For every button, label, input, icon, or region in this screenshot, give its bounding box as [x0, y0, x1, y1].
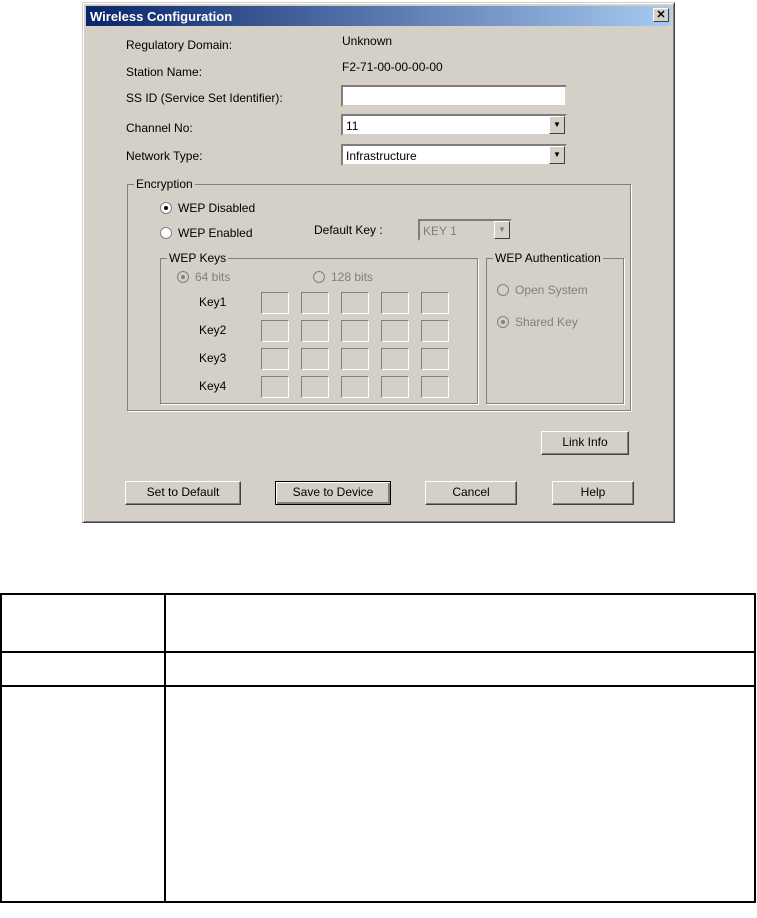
table-cell: [1, 686, 165, 902]
table-cell: [1, 594, 165, 652]
default-key-value: KEY 1: [423, 224, 457, 238]
table-cell: [165, 594, 755, 652]
wep-auth-title: WEP Authentication: [495, 251, 601, 265]
encryption-group: [127, 177, 631, 411]
key4-label: Key4: [199, 379, 227, 393]
key2-byte-input[interactable]: [261, 320, 289, 342]
key1-byte-input[interactable]: [341, 292, 369, 314]
key2-byte-input[interactable]: [421, 320, 449, 342]
wep-disabled-radio[interactable]: [160, 201, 255, 215]
regulatory-domain-label: Regulatory Domain:: [126, 38, 233, 52]
chevron-down-icon[interactable]: ▼: [549, 146, 565, 164]
open-system-radio[interactable]: [497, 283, 588, 297]
bits128-radio[interactable]: [313, 270, 373, 284]
table-row: [1, 594, 755, 652]
link-info-button[interactable]: Link Info: [541, 431, 629, 455]
key1-byte-input[interactable]: [301, 292, 329, 314]
key3-byte-input[interactable]: [341, 348, 369, 370]
shared-key-radio[interactable]: [497, 315, 578, 329]
key3-byte-input[interactable]: [301, 348, 329, 370]
radio-selected-icon: [177, 271, 189, 283]
key3-label: Key3: [199, 351, 227, 365]
close-button[interactable]: [653, 8, 669, 22]
table-row: [1, 686, 755, 902]
wep-auth-group: [486, 251, 624, 404]
description-table: [0, 593, 756, 903]
table-cell: [1, 652, 165, 686]
close-icon: ✕: [656, 9, 666, 21]
bits64-radio[interactable]: [177, 270, 230, 284]
wep-enabled-radio[interactable]: [160, 226, 253, 240]
channel-value: 11: [346, 119, 359, 133]
key4-byte-input[interactable]: [301, 376, 329, 398]
chevron-down-icon[interactable]: ▼: [494, 221, 510, 239]
key4-byte-input[interactable]: [261, 376, 289, 398]
key2-byte-input[interactable]: [381, 320, 409, 342]
station-name-label: Station Name:: [126, 65, 203, 79]
bits64-label: 64 bits: [195, 270, 231, 284]
network-type-value: Infrastructure: [346, 149, 417, 163]
regulatory-domain-value: Unknown: [342, 34, 393, 48]
wep-keys-group: [160, 251, 478, 404]
wep-disabled-label: WEP Disabled: [178, 201, 256, 215]
network-type-label: Network Type:: [126, 149, 203, 163]
key1-byte-input[interactable]: [261, 292, 289, 314]
table-row: [1, 652, 755, 686]
radio-unselected-icon: [313, 271, 325, 283]
station-name-value: F2-71-00-00-00-00: [342, 60, 443, 74]
default-key-select[interactable]: [418, 219, 512, 241]
radio-unselected-icon: [160, 227, 172, 239]
channel-label: Channel No:: [126, 121, 193, 135]
default-key-label: Default Key :: [314, 223, 383, 237]
wep-keys-title: WEP Keys: [169, 251, 227, 265]
key1-label: Key1: [199, 295, 227, 309]
radio-selected-icon: [497, 316, 509, 328]
table-cell: [165, 652, 755, 686]
key1-byte-input[interactable]: [381, 292, 409, 314]
ssid-label: SS ID (Service Set Identifier):: [126, 91, 283, 105]
radio-unselected-icon: [497, 284, 509, 296]
network-type-select[interactable]: [341, 144, 567, 166]
title-bar[interactable]: [86, 6, 671, 26]
radio-selected-icon: [160, 202, 172, 214]
key3-byte-input[interactable]: [261, 348, 289, 370]
open-system-label: Open System: [515, 283, 588, 297]
bits128-label: 128 bits: [331, 270, 374, 284]
save-device-button[interactable]: Save to Device: [275, 481, 391, 505]
help-button[interactable]: Help: [552, 481, 634, 505]
wep-enabled-label: WEP Enabled: [178, 226, 253, 240]
window-title: Wireless Configuration: [90, 9, 233, 24]
encryption-title: Encryption: [136, 177, 193, 191]
set-default-button[interactable]: Set to Default: [125, 481, 241, 505]
channel-select[interactable]: [341, 114, 567, 136]
ssid-input[interactable]: [341, 85, 567, 107]
key3-byte-input[interactable]: [421, 348, 449, 370]
key4-byte-input[interactable]: [421, 376, 449, 398]
shared-key-label: Shared Key: [515, 315, 578, 329]
key2-byte-input[interactable]: [301, 320, 329, 342]
key2-label: Key2: [199, 323, 227, 337]
key2-byte-input[interactable]: [341, 320, 369, 342]
chevron-down-icon[interactable]: ▼: [549, 116, 565, 134]
key4-byte-input[interactable]: [381, 376, 409, 398]
key1-byte-input[interactable]: [421, 292, 449, 314]
key4-byte-input[interactable]: [341, 376, 369, 398]
key3-byte-input[interactable]: [381, 348, 409, 370]
wireless-config-dialog: [82, 2, 675, 523]
cancel-button[interactable]: Cancel: [425, 481, 517, 505]
table-cell: [165, 686, 755, 902]
